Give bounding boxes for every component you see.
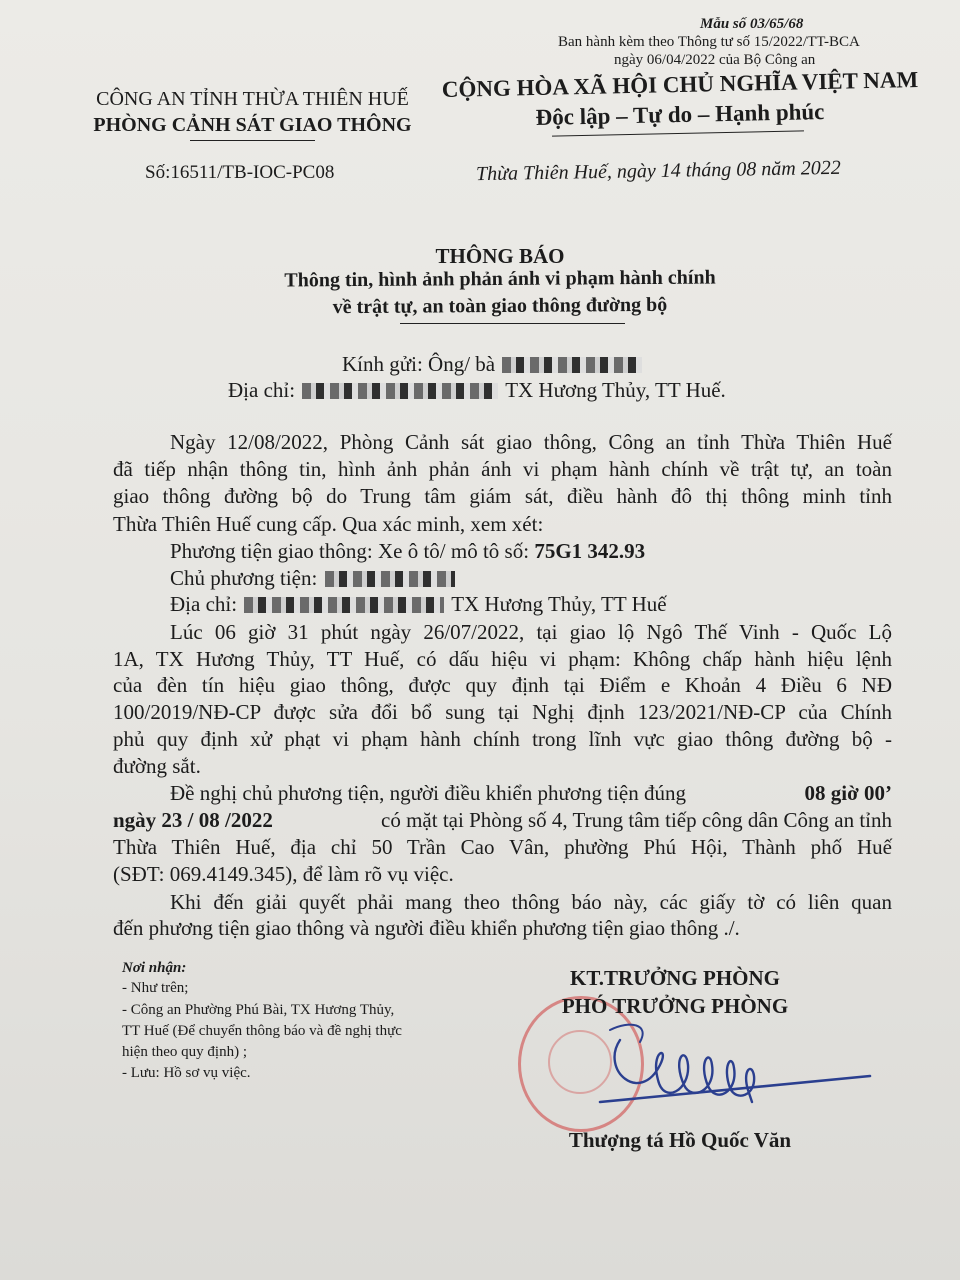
addressee-address-line xyxy=(228,378,726,403)
department-name: PHÒNG CẢNH SÁT GIAO THÔNG xyxy=(93,114,412,136)
appointment-date: ngày 23 / 08 /2022 xyxy=(113,808,273,832)
para2-line3: của đèn tín hiệu giao thông, được quy định tại Điểm e Khoản 4 Điều 6 NĐ xyxy=(113,673,892,697)
redacted-address xyxy=(302,383,498,399)
para4-line2: đến phương tiện giao thông và người điều khiển phương tiện giao thông ./. xyxy=(113,916,740,940)
signer-role-line2: PHÓ TRƯỞNG PHÒNG xyxy=(561,994,789,1018)
redacted-owner-address xyxy=(244,597,444,613)
appointment-location: có mặt tại Phòng số 4, Trung tâm tiếp công dân Công an tỉnh xyxy=(381,808,892,832)
para2-line1: Lúc 06 giờ 31 phút ngày 26/07/2022, tại giao lộ Ngô Thế Vinh - Quốc Lộ xyxy=(170,620,892,644)
owner-line xyxy=(170,566,457,591)
addressee-line xyxy=(342,352,644,377)
para3-line3: Thừa Thiên Huế, địa chỉ 50 Trần Cao Vân, phường Phú Hội, Thành phố Huế xyxy=(113,835,892,859)
address-label: Địa chỉ: xyxy=(228,378,296,402)
handwritten-signature xyxy=(580,1010,880,1120)
para3-request: Đề nghị chủ phương tiện, người điều khiển phương tiện đúng xyxy=(170,781,686,805)
redacted-name xyxy=(502,357,642,373)
para3-line4: (SĐT: 069.4149.345), để làm rõ vụ việc. xyxy=(113,862,454,886)
motto-underline xyxy=(552,130,804,136)
para1-line1: Ngày 12/08/2022, Phòng Cảnh sát giao thông, Công an tỉnh Thừa Thiên Huế xyxy=(170,430,892,454)
place-and-date: Thừa Thiên Huế, ngày 14 tháng 08 năm 2022 xyxy=(475,156,841,186)
document-title: THÔNG BÁO xyxy=(435,244,565,268)
vehicle-line xyxy=(170,539,645,564)
recipient-line1: - Như trên; xyxy=(122,980,189,996)
recipient-line2: - Công an Phường Phú Bài, TX Hương Thủy, xyxy=(122,1002,395,1018)
para1-line4: Thừa Thiên Huế cung cấp. Qua xác minh, xem xét: xyxy=(113,512,544,536)
owner-label: Chủ phương tiện: xyxy=(170,566,318,590)
national-motto: Độc lập – Tự do – Hạnh phúc xyxy=(535,98,825,131)
owner-address-suffix: TX Hương Thủy, TT Huế xyxy=(451,592,667,616)
document-subtitle-line2: về trật tự, an toàn giao thông đường bộ xyxy=(332,293,668,319)
para2-line6: đường sắt. xyxy=(113,754,201,778)
para2-line2: 1A, TX Hương Thủy, TT Huế, có dấu hiệu vi phạm: Không chấp hành hiệu lệnh xyxy=(113,647,892,671)
para3-line2 xyxy=(113,808,892,833)
agency-underline xyxy=(190,140,315,141)
issuance-reference: Ban hành kèm theo Thông tư số 15/2022/TT-BCA xyxy=(558,34,860,50)
para4-line1: Khi đến giải quyết phải mang theo thông báo này, các giấy tờ có liên quan xyxy=(170,890,892,914)
issuance-date: ngày 06/04/2022 của Bộ Công an xyxy=(614,52,816,68)
para2-line4: 100/2019/NĐ-CP được sửa đổi bổ sung tại Nghị định 123/2021/NĐ-CP của Chính xyxy=(113,700,892,724)
recipient-line5: - Lưu: Hồ sơ vụ việc. xyxy=(122,1065,251,1081)
document-subtitle-line1: Thông tin, hình ảnh phản ánh vi phạm hành chính xyxy=(284,266,716,292)
document-number: Số:16511/TB-IOC-PC08 xyxy=(145,162,335,183)
subtitle-underline xyxy=(400,323,625,324)
recipients-heading: Nơi nhận: xyxy=(122,960,187,976)
signer-role-line1: KT.TRƯỞNG PHÒNG xyxy=(570,966,780,990)
addressee-label: Kính gửi: Ông/ bà xyxy=(342,352,496,376)
vehicle-label: Phương tiện giao thông: Xe ô tô/ mô tô số: xyxy=(170,539,530,563)
agency-name: CÔNG AN TỈNH THỪA THIÊN HUẾ xyxy=(96,88,409,110)
para2-line5: phủ quy định xử phạt vi phạm hành chính trong lĩnh vực giao thông đường bộ - xyxy=(113,727,892,751)
owner-address-label: Địa chỉ: xyxy=(170,592,238,616)
recipient-line4: hiện theo quy định) ; xyxy=(122,1044,247,1060)
national-title: CỘNG HÒA XÃ HỘI CHỦ NGHĨA VIỆT NAM xyxy=(441,67,919,102)
para1-line2: đã tiếp nhận thông tin, hình ảnh phản ánh vi phạm hành chính về trật tự, an toàn xyxy=(113,457,892,481)
owner-address-line xyxy=(170,592,667,617)
recipient-line3: TT Huế (Để chuyển thông báo và đề nghị thực xyxy=(122,1023,402,1039)
vehicle-plate: 75G1 342.93 xyxy=(534,539,646,563)
para1-line3: giao thông đường bộ do Trung tâm giám sát, điều hành đô thị thông minh tỉnh xyxy=(113,484,892,508)
address-suffix: TX Hương Thủy, TT Huế. xyxy=(505,378,726,402)
redacted-owner xyxy=(325,571,455,587)
para3-line1 xyxy=(170,781,892,806)
appointment-time: 08 giờ 00’ xyxy=(804,781,892,805)
form-number: Mẫu số 03/65/68 xyxy=(700,16,804,32)
signer-name: Thượng tá Hồ Quốc Văn xyxy=(568,1128,792,1152)
